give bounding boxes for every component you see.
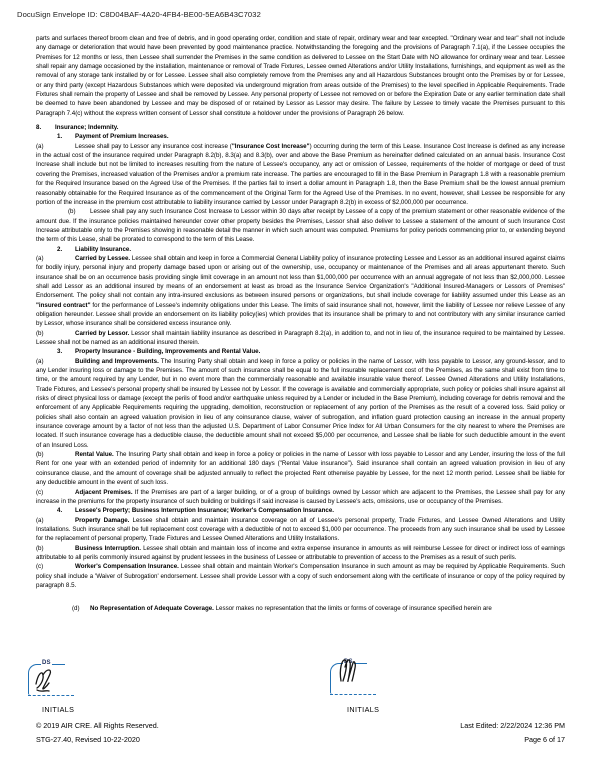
paragraph	[36, 34, 565, 118]
initials-caption-right: INITIALS	[347, 705, 380, 714]
document-body	[36, 34, 565, 614]
section-number: 4.	[57, 507, 63, 515]
docusign-ds-tag: DS	[42, 659, 51, 666]
initials-caption-left: INITIALS	[42, 705, 75, 714]
text-run: Lessor makes no representation that the limits or forms of coverage of insurance specified herein are	[215, 605, 492, 613]
paragraph	[36, 562, 565, 590]
text-run: "insured contract"	[36, 301, 91, 309]
paragraph	[36, 544, 565, 563]
initials-field-right[interactable]	[330, 655, 386, 701]
paragraph-label: (b)	[36, 329, 44, 337]
text-run: parts and surfaces thereof broom clean and free of debris, and in good operating order, condition and state of repair, ordinary wear and tear excepted. "Ordinary wear and tear" shall not include any damage or deterioration that would have been prevented by good maintenance practice. Notwithstanding the foregoing and the provisions of Paragraph 7.1(a), if the Lessee occupies the Premises for 12 months or less, then Lessee shall surrender the Premises in the same condition as delivered to Lessee on the Start Date with NO allowance for ordinary wear and tear. Lessee shall repair any damage occasioned by the installation, maintenance or removal of Trade Fixtures, Lessee owned Alterations and/or Utility Installations, furnishings, and equipment as well as the removal of any storage tank installed by or for Lessee. Lessee shall also completely remove from the Premises any and all Hazardous Substances brought onto the Premises by or for Lessee, or any third party (except Hazardous Substances which were deposited via underground migration from areas outside of the Premises) to the level specified in Applicable Requirements. Trade Fixtures shall remain the property of Lessee and shall be removed by Lessee. Any personal property of Lessee not removed on or before the Expiration Date or any earlier termination date shall be deemed to have been abandoned by Lessee and may be disposed of or retained by Lessor as Lessor may desire. The failure by Lessee to timely vacate the Premises pursuant to this Paragraph 7.4(c) without the express written consent of Lessor shall constitute a holdover under the provisions of Paragraph 26 below.	[36, 35, 565, 117]
text-run: Worker's Compensation Insurance.	[75, 563, 181, 571]
text-run: No Representation of Adequate Coverage.	[90, 605, 216, 613]
text-run: The Insuring Party shall obtain and keep in force a policy or policies in the name of Lessor with loss payable to Lessor and any Lender, insuring the loss of the full Rent for one year with an extended period of indemnity for an additional 180 days ("Rental Value insurance"). Said insurance shall contain an agreed valuation provision in lieu of any coinsurance clause, and the amount of coverage shall be adjusted annually to reflect the projected Rent otherwise payable by Lessee, for the next 12 month period. Lessee shall be liable for any deductible amount in the event of such loss.	[36, 451, 565, 487]
text-run: The Insuring Party shall obtain and keep in force a policy or policies in the name of Lessor, with loss payable to Lessor, any ground-lessor, and to any Lender insuring loss or damage to the Premises. The amount of such insurance shall be equal to the full insurable replacement cost of the Premises, as the same shall exist from time to time, or the amount required by any Lender, but in no event more than the commercially reasonable and available insurable value thereof. Lessee Owned Alterations and Utility Installations, Trade Fixtures, and Lessee's personal property shall be insured by Lessee not by Lessor. If the coverage is available and commercially appropriate, such policy or policies shall insure against all risks of direct physical loss or damage (except the perils of flood and/or earthquake unless required by a Lender or included in the Base Premium), including coverage for debris removal and the enforcement of any Applicable Requirements requiring the upgrading, demolition, reconstruction or replacement of any portion of the Premises as the result of a covered loss. Said policy or policies shall also contain an agreed valuation provision in lieu of any coinsurance clause, waiver of subrogation, and inflation guard protection causing an increase in the annual property insurance coverage amount by a factor of not less than the adjusted U.S. Department of Labor Consumer Price Index for All Urban Consumers for the city nearest to where the Premises are located. If such insurance coverage has a deductible clause, the deductible amount shall not exceed $5,000 per occurrence, and Lessee shall be liable for such deductible amount in the event of an Insured Loss.	[36, 357, 565, 449]
section-heading	[36, 132, 565, 141]
paragraph-label: (b)	[68, 208, 76, 216]
text-run: Building and Improvements.	[75, 357, 161, 365]
section-heading	[36, 245, 565, 254]
text-run: Lessor shall maintain liability insurance as described in Paragraph 8.2(a), in addition to, and not in lieu of, the insurance required to be maintained by Lessee. Lessee shall not be named as an additional insured therein.	[36, 329, 565, 346]
docusign-ds-tag: DS	[344, 658, 353, 665]
initials-signature-left	[33, 666, 59, 694]
text-run: for the performance of Lessee's indemnity obligations under this Lease. The limits of said insurance shall not, however, limit the liability of Lessee nor relieve Lessee of any obligation hereunder. Lessee shall provide an endorsement on its liability policy(ies) which provides that its insurance shall be primary to and not contributory with any similar insurance carried by Lessor, whose insurance shall be considered excess insurance only.	[36, 301, 565, 328]
text-run: Lessee shall obtain and maintain Worker's Compensation Insurance in such amount as may be required by Applicable Requirements. Such policy shall include a 'Waiver of Subrogation' endorsement. Lessee shall provide Lessor with a copy of such endorsement along with the certificate of insurance or copy of the policy required by paragraph 8.5.	[36, 563, 566, 589]
text-run: Property Damage.	[75, 516, 133, 524]
envelope-header	[17, 10, 261, 19]
paragraph-label: (c)	[36, 488, 44, 496]
paragraph-label: (d)	[72, 605, 80, 613]
text-run: Lessee shall obtain and maintain insurance coverage on all of Lessee's personal property, Trade Fixtures, and Lessee Owned Alterations and Utility Installations. Such insurance shall be full replacement cost coverage with a deductible of not to exceed $1,000 per occurrence. The proceeds from any such insurance shall be used by Lessee for the replacement of personal property, Trade Fixtures and Lessee Owned Alterations and Utility Installations.	[36, 516, 565, 543]
envelope-id-value: C8D04BAF-4A20-4FB4-BE00-5EA6B43C7032	[99, 10, 261, 19]
paragraph	[36, 450, 565, 487]
text-run: If the Premises are part of a larger building, or of a group of buildings owned by Lessor which are adjacent to the Premises, the Lessee shall pay for any increase in the premiums for the property insurance of such building or buildings if said increase is caused by Lessee's acts, omissions, use or occupancy of the Premises.	[36, 488, 565, 505]
initials-baseline	[28, 695, 74, 696]
text-run: Lessee shall obtain and keep in force a Commercial General Liability policy of insurance protecting Lessee and Lessor as an additional insured against claims for bodily injury, personal injury and property damage based upon or arising out of the ownership, use, occupancy or maintenance of the Premises and all areas appurtenant thereto. Such insurance shall be on an occurrence basis providing single limit coverage in an amount not less than $1,000,000 per occurrence with an annual aggregate of not less than $2,000,000. Lessee shall add Lessor as an additional insured by means of an endorsement at least as broad as the Insurance Service Organization's "Additional Insured-Managers or Lessors of Premises" Endorsement. The policy shall not contain any intra-insured exclusions as between insured persons or organizations, but shall include coverage for liability assumed under this Lease as an	[36, 254, 566, 300]
section-title: Payment of Premium Increases.	[75, 133, 169, 141]
text-run: Carried by Lessor.	[75, 329, 132, 337]
section-heading	[36, 123, 565, 132]
section-title: Lessee's Property; Business Interruption Insurance; Worker's Compensation Insurance.	[75, 507, 334, 515]
paragraph-label: (a)	[36, 516, 44, 524]
section-heading	[36, 347, 565, 356]
paragraph	[36, 254, 565, 329]
text-run: Lessee shall pay any such Insurance Cost Increase to Lessor within 30 days after receipt by Lessee of a copy of the premium statement or other reasonable evidence of the amount due. If the insurance policies maintained hereunder cover other property besides the Premises, Lessor shall also deliver to Lessee a statement of the amount of such Insurance Cost Increase attributable only to the Premises showing in reasonable detail the manner in which such amount was computed. Premiums for policy periods commencing prior to, or extending beyond the term of this Lease, shall be prorated to correspond to the term of this Lease.	[36, 208, 565, 244]
last-edited-text: Last Edited: 2/22/2024 12:36 PM	[460, 721, 565, 730]
paragraph-label: (c)	[36, 563, 44, 571]
text-run: Lessee shall pay to Lessor any insurance cost increase (	[75, 142, 232, 150]
paragraph	[36, 516, 565, 544]
page-number-text: Page 6 of 17	[524, 734, 565, 744]
section-title: Liability Insurance.	[75, 245, 132, 253]
paragraph-label: (b)	[36, 451, 44, 459]
initials-signature-right	[336, 653, 364, 687]
initials-field-left[interactable]	[28, 656, 84, 702]
section-title: Insurance; Indemnity.	[55, 124, 119, 132]
paragraph-label: (a)	[36, 254, 44, 262]
text-run: "Insurance Cost Increase"	[231, 142, 310, 150]
footer-left	[36, 719, 159, 747]
envelope-id-label: DocuSign Envelope ID:	[17, 10, 98, 19]
paragraph	[36, 488, 565, 507]
paragraph	[36, 604, 565, 613]
section-number: 1.	[57, 133, 63, 141]
paragraph	[36, 142, 565, 207]
paragraph-label: (b)	[36, 544, 44, 552]
section-number: 3.	[57, 348, 63, 356]
footer-right	[460, 719, 565, 747]
text-run: Rental Value.	[75, 451, 116, 459]
copyright-text: © 2019 AIR CRE. All Rights Reserved.	[36, 721, 159, 730]
text-run: Business Interruption.	[75, 544, 144, 552]
paragraph-label: (a)	[36, 357, 44, 365]
text-run: Carried by Lessee.	[75, 254, 132, 262]
section-number: 8.	[36, 124, 42, 132]
paragraph	[36, 357, 565, 450]
section-title: Property Insurance - Building, Improvements and Rental Value.	[75, 348, 261, 356]
paragraph	[36, 329, 565, 348]
section-number: 2.	[57, 245, 63, 253]
section-heading	[36, 506, 565, 515]
paragraph-label: (a)	[36, 142, 44, 150]
text-run: Lessee shall obtain and maintain loss of income and extra expense insurance in amounts as will reimburse Lessee for direct or indirect loss of earnings attributable to all perils commonly insured against by prudent lessees in the business of Lessee or attributable to prevention of access to the Premises as a result of such perils.	[36, 544, 566, 561]
paragraph	[36, 207, 565, 244]
form-code-text: STG-27.40, Revised 10-22-2020	[36, 734, 140, 744]
initials-baseline	[330, 694, 376, 695]
text-run: Adjacent Premises.	[75, 488, 135, 496]
text-run: ) occurring during the term of this Lease. Insurance Cost Increase is defined as any increase in the actual cost of the insurance required under Paragraph 8.2(b), 8.3(a) and 8.3(b), over and above the Base Premium as hereinafter defined calculated on an annual basis. Insurance Cost Increase shall include but not be limited to increases resulting from the nature of Lessee's occupancy, any act or omission of Lessee, requirements of the holder of mortgage or deed of trust covering the Premises, increased valuation of the Premises and/or a premium rate increase. The parties are encouraged to fill in the Base Premium in Paragraph 1.8 with a reasonable premium for the Required Insurance based on the Agreed Use of the Premises. If the parties fail to insert a dollar amount in Paragraph 1.8, then the Base Premium shall be the lowest annual premium reasonably obtainable for the Required Insurance as of the commencement of the Original Term for the Agreed Use of the Premises. In no event, however, shall Lessee be responsible for any portion of the increase in the premium cost attributable to liability insurance carried by Lessor under Paragraph 8.2(b) in excess of $2,000,000 per occurrence.	[36, 142, 565, 206]
